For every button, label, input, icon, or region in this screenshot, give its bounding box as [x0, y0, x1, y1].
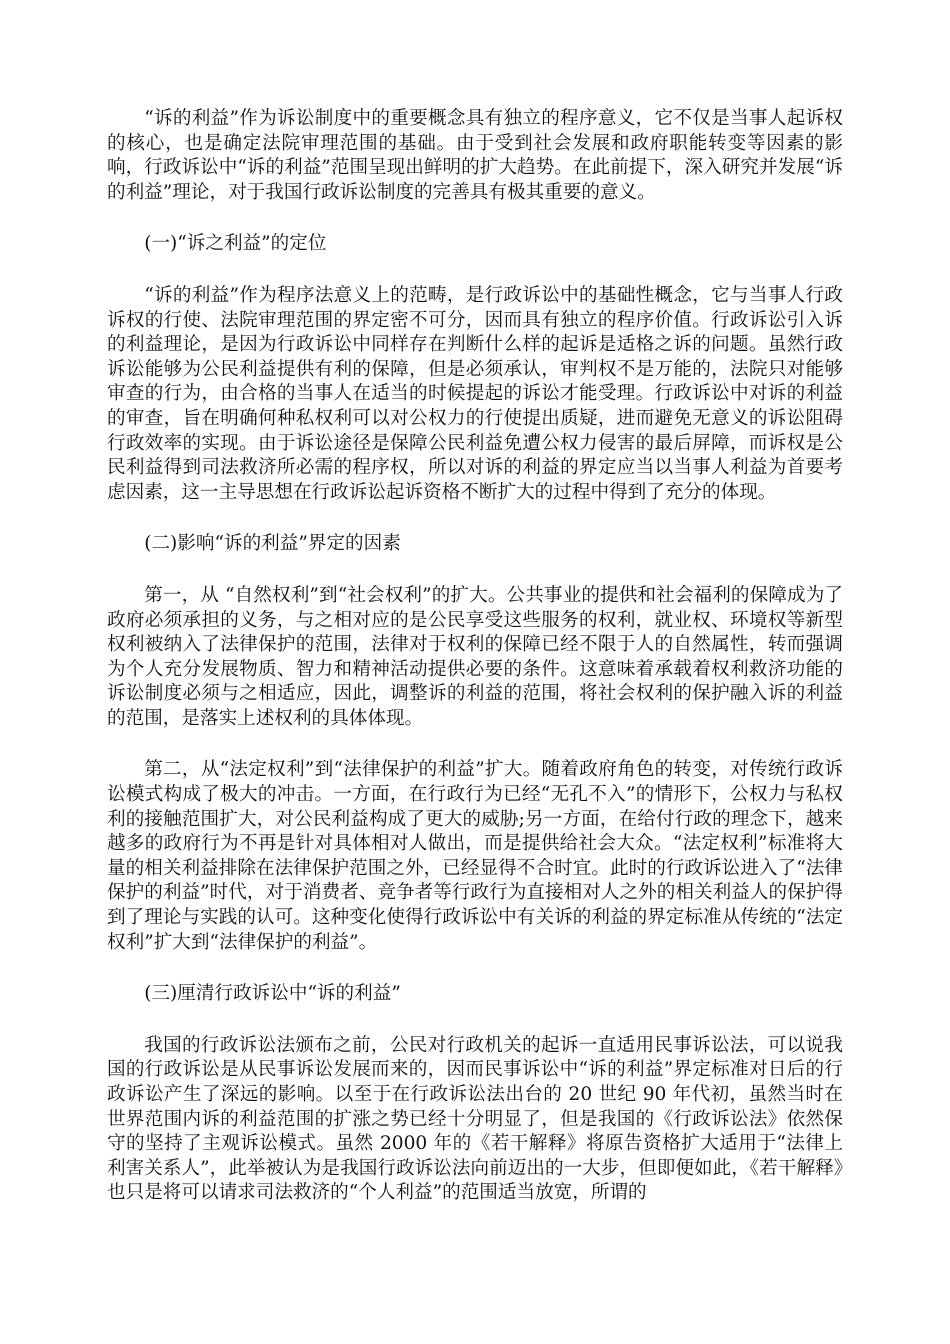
- section-2-paragraph-2: 第二，从“法定权利”到“法律保护的利益”扩大。随着政府角色的转变，对传统行政诉讼模式构成了极大的冲击。一方面，在行政行为已经“无孔不入”的情形下，公权力与私权利的接触范围扩大，对公民利益构成了更大的威胁;另一方面，在给付行政的理念下，越来越多的政府行为不再是针对具体相对人做出，而是提供给社会大众。“法定权利”标准将大量的相关利益排除在法律保护范围之外，已经显得不合时宜。此时的行政诉讼进入了“法律保护的利益”时代，对于消费者、竞争者等行政行为直接相对人之外的相关利益人的保护得到了理论与实践的认可。这种变化使得行政诉讼中有关诉的利益的界定标准从传统的“法定权利”扩大到“法律保护的利益”。: [107, 759, 843, 953]
- section-1-heading: (一)“诉之利益”的定位: [144, 233, 327, 255]
- section-2-heading: (二)影响“诉的利益”界定的因素: [144, 533, 401, 555]
- section-2-paragraph-1: 第一，从 “自然权利”到“社会权利”的扩大。公共事业的提供和社会福利的保障成为了政府必须承担的义务，与之相对应的是公民享受这些服务的权利，就业权、环境权等新型权利被纳入了法律保护的范围，法律对于权利的保障已经不限于人的自然属性，转而强调为个人充分发展物质、智力和精神活动提供必要的条件。这意味着承载着权利救济功能的诉讼制度必须与之相适应，因此，调整诉的利益的范围，将社会权利的保护融入诉的利益的范围，是落实上述权利的具体体现。: [107, 584, 843, 729]
- section-3-paragraph: 我国的行政诉讼法颁布之前，公民对行政机关的起诉一直适用民事诉讼法，可以说我国的行政诉讼是从民事诉讼发展而来的，因而民事诉讼中“诉的利益”界定标准对日后的行政诉讼产生了深远的影响。以至于在行政诉讼法出台的 20 世纪 90 年代初，虽然当时在世界范围内诉的利益范围的扩涨之势已经十分明显了，但是我国的《行政诉讼法》依然保守的坚持了主观诉讼模式。虽然 2000 年的《若干解释》将原告资格扩大适用于“法律上利害关系人”，此举被认为是我国行政诉讼法向前迈出的一大步，但即便如此，《若干解释》也只是将可以请求司法救济的“个人利益”的范围适当放宽，所谓的: [107, 1034, 843, 1204]
- intro-paragraph: “诉的利益”作为诉讼制度中的重要概念具有独立的程序意义，它不仅是当事人起诉权的核心，也是确定法院审理范围的基础。由于受到社会发展和政府职能转变等因素的影响，行政诉讼中“诉的利益”范围呈现出鲜明的扩大趋势。在此前提下，深入研究并发展“诉的利益”理论，对于我国行政诉讼制度的完善具有极其重要的意义。: [107, 108, 843, 203]
- section-1-paragraph: “诉的利益”作为程序法意义上的范畴，是行政诉讼中的基础性概念，它与当事人行政诉权的行使、法院审理范围的界定密不可分，因而具有独立的程序价值。行政诉讼引入诉的利益理论，是因为行政诉讼中同样存在判断什么样的起诉是适格之诉的问题。虽然行政诉讼能够为公民利益提供有利的保障，但是必须承认，审判权不是万能的，法院只对能够审查的行为，由合格的当事人在适当的时候提起的诉讼才能受理。行政诉讼中对诉的利益的审查，旨在明确何种私权利可以对公权力的行使提出质疑，进而避免无意义的诉讼阻碍行政效率的实现。由于诉讼途径是保障公民利益免遭公权力侵害的最后屏障，而诉权是公民利益得到司法救济所必需的程序权，所以对诉的利益的界定应当以当事人利益为首要考虑因素，这一主导思想在行政诉讼起诉资格不断扩大的过程中得到了充分的体现。: [107, 284, 843, 503]
- document-page: [107, 107, 843, 1206]
- section-3-heading: (三)厘清行政诉讼中“诉的利益”: [144, 983, 401, 1005]
